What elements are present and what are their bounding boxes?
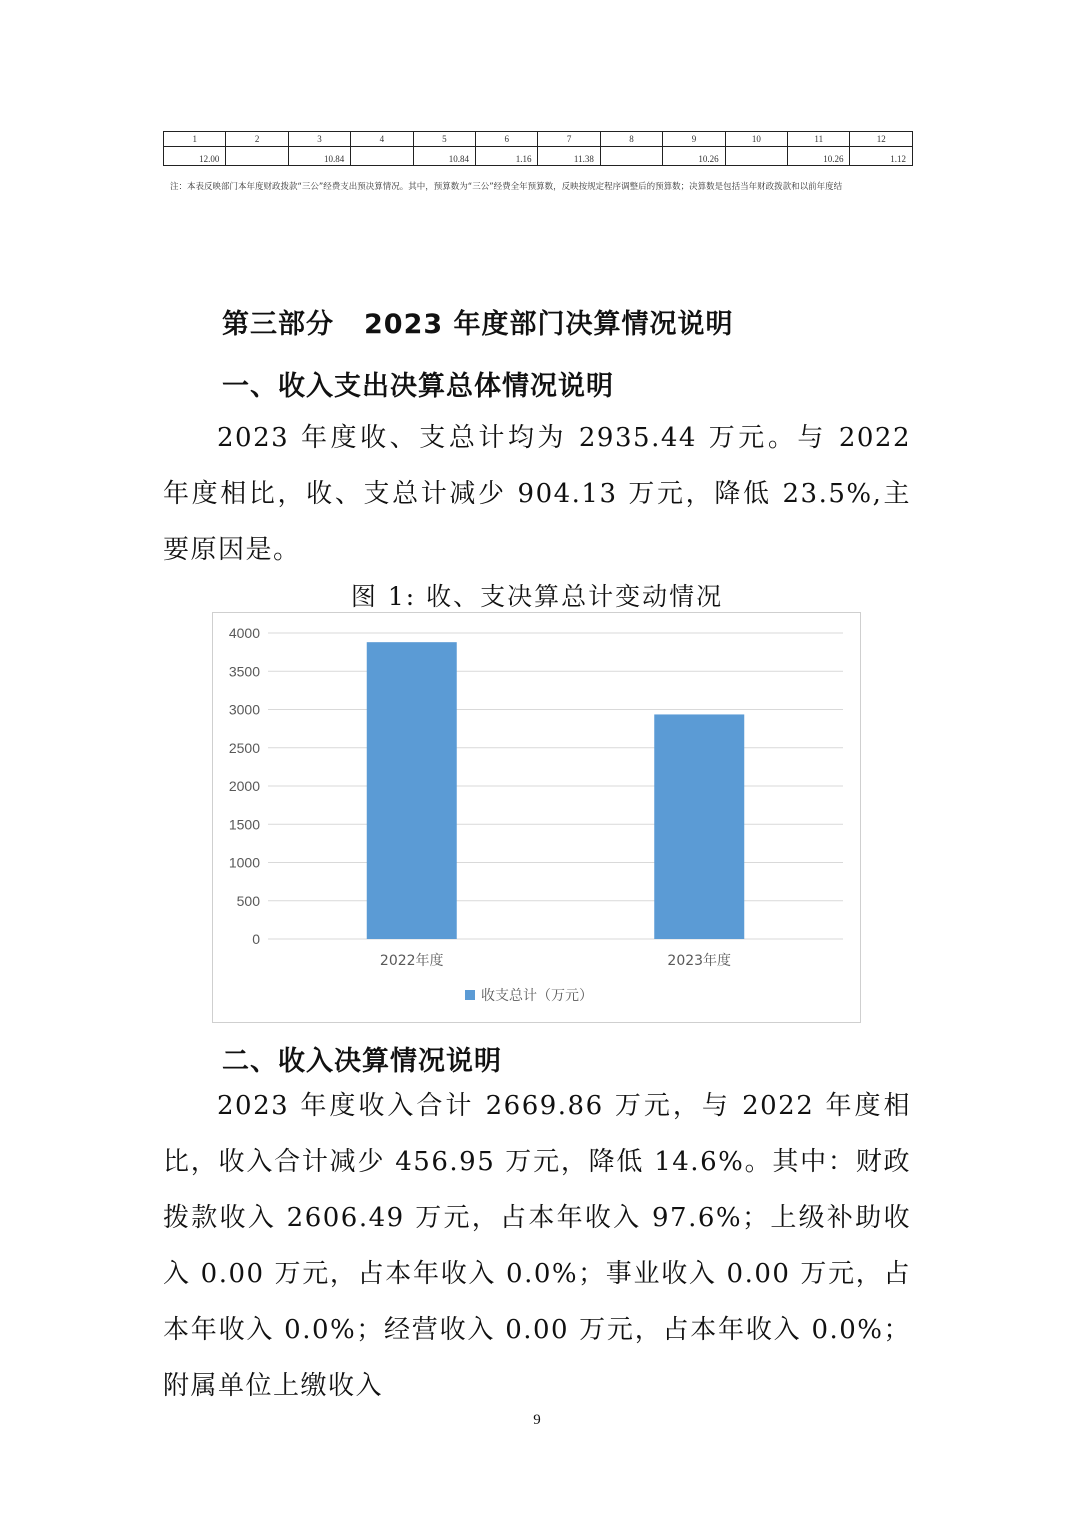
y-tick-label: 500 bbox=[236, 892, 260, 909]
table-values-row bbox=[164, 147, 913, 166]
table-header-cell: 1 bbox=[164, 132, 226, 147]
table-header-row bbox=[164, 132, 913, 147]
table-value-cell: 10.84 bbox=[288, 147, 350, 166]
y-tick-label: 1500 bbox=[228, 816, 260, 833]
x-tick-label: 2022年度 bbox=[379, 953, 444, 969]
table-header-cell: 10 bbox=[725, 132, 787, 147]
table-value-cell bbox=[226, 147, 288, 166]
bar bbox=[654, 714, 744, 939]
part-title-text: 2023 年度部门决算情况说明 bbox=[364, 309, 734, 340]
bar-chart bbox=[212, 612, 861, 1023]
y-tick-label: 3000 bbox=[228, 701, 260, 718]
figure-title: 图 1: 收、支决算总计变动情况 bbox=[350, 582, 724, 611]
part-title-label: 第三部分 bbox=[222, 309, 334, 340]
legend-label: 收支总计（万元） bbox=[481, 988, 593, 1004]
y-tick-label: 2500 bbox=[228, 739, 260, 756]
y-tick-label: 0 bbox=[252, 931, 260, 947]
table-value-cell: 10.84 bbox=[413, 147, 475, 166]
table-header-cell: 8 bbox=[600, 132, 662, 147]
y-tick-label: 2000 bbox=[228, 778, 260, 794]
table-value-cell bbox=[725, 147, 787, 166]
y-tick-label: 3500 bbox=[228, 663, 260, 680]
section2-heading: 二、收入决算情况说明 bbox=[222, 1046, 502, 1077]
table-note-cut-line bbox=[170, 203, 230, 209]
table-header-cell: 12 bbox=[850, 132, 913, 147]
table-header-cell: 5 bbox=[413, 132, 475, 147]
table-value-cell: 1.12 bbox=[850, 147, 913, 166]
table-header-cell: 7 bbox=[538, 132, 600, 147]
section1-heading: 一、收入支出决算总体情况说明 bbox=[222, 371, 614, 402]
table-header-cell: 6 bbox=[476, 132, 538, 147]
section2-paragraph: 2023 年度收入合计 2669.86 万元，与 2022 年度相比，收入合计减少 456.95 万元，降低 14.6%。其中：财政拨款收入 2606.49 万元，占本年收入 97.6%；上级补助收入 0.00 万元，占本年收入 0.0%；事业收入 0.00 万元，占本年收入 0.0%；经营收入 0.00 万元，占本年收入 0.0%；附属单位上缴收入 bbox=[163, 1091, 911, 1401]
table-header-cell: 2 bbox=[226, 132, 288, 147]
table-value-cell: 11.38 bbox=[538, 147, 600, 166]
x-tick-label: 2023年度 bbox=[667, 953, 732, 969]
part-title bbox=[222, 302, 734, 341]
bar-chart-svg bbox=[213, 613, 862, 1024]
table-value-cell bbox=[600, 147, 662, 166]
table-header-cell: 11 bbox=[788, 132, 850, 147]
bar bbox=[367, 642, 457, 939]
y-tick-label: 4000 bbox=[228, 625, 260, 641]
table-value-cell: 10.26 bbox=[788, 147, 850, 166]
legend-swatch bbox=[465, 990, 475, 1000]
table-header-cell: 4 bbox=[351, 132, 413, 147]
section1-paragraph: 2023 年度收、支总计均为 2935.44 万元。与 2022 年度相比，收、支总计减少 904.13 万元，降低 23.5%,主要原因是。 bbox=[163, 423, 911, 565]
expense-table bbox=[163, 131, 913, 166]
table-value-cell: 1.16 bbox=[476, 147, 538, 166]
table-header-cell: 9 bbox=[663, 132, 725, 147]
page-number: 9 bbox=[533, 1412, 541, 1428]
y-tick-label: 1000 bbox=[228, 854, 260, 871]
table-value-cell bbox=[351, 147, 413, 166]
table-note: 注：本表反映部门本年度财政拨款“三公”经费支出预决算情况。其中，预算数为“三公”经费全年预算数，反映按规定程序调整后的预算数；决算数是包括当年财政拨款和以前年度结 bbox=[170, 182, 843, 192]
table-value-cell: 12.00 bbox=[164, 147, 226, 166]
table-header-cell: 3 bbox=[288, 132, 350, 147]
table-value-cell: 10.26 bbox=[663, 147, 725, 166]
